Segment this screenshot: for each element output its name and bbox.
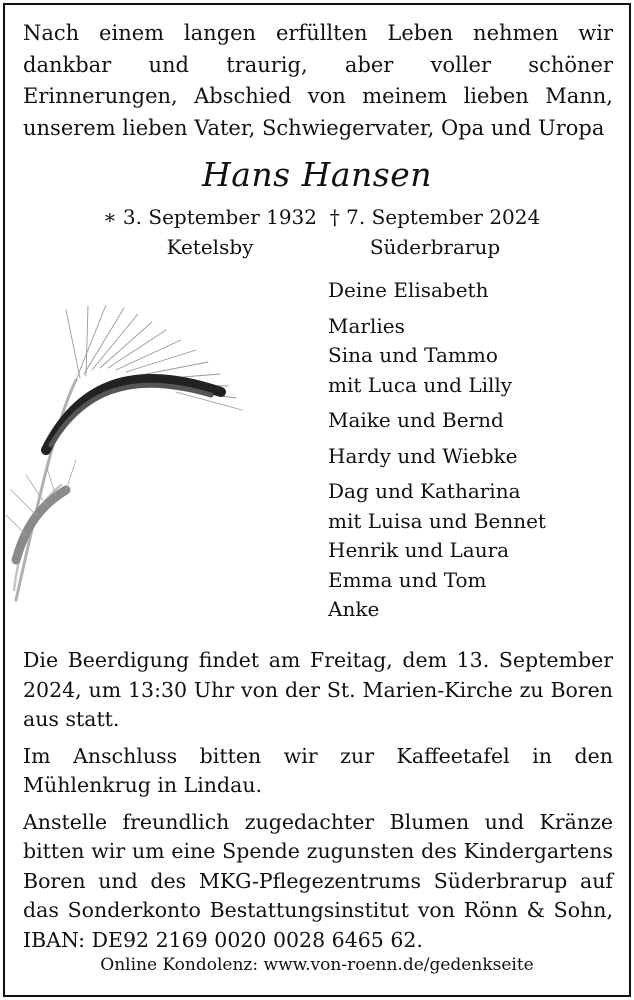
wheat-ear-illustration: [6, 300, 246, 610]
death-place: Süderbrarup: [369, 235, 501, 259]
online-condolence: Online Kondolenz: www.von-roenn.de/gedenkseite: [100, 955, 534, 975]
death-date: † 7. September 2024: [329, 205, 541, 229]
intro-text: Nach einem langen erfüllten Leben nehmen wir dankbar und traurig, aber voller schöner Erinnerungen, Abschied von meinem lieben Mann, unserem lieben Vater, Schwiegervater, Opa und Uropa: [23, 21, 613, 140]
family-member: mit Luisa und Bennet: [328, 508, 546, 533]
service-paragraph: Im Anschluss bitten wir zur Kaffeetafel in den Mühlenkrug in Lindau.: [23, 743, 613, 797]
family-member: mit Luca und Lilly: [328, 372, 513, 397]
service-paragraph: Die Beerdigung findet am Freitag, dem 13. September 2024, um 13:30 Uhr von der St. Marien-Kirche zu Boren aus statt.: [23, 648, 613, 731]
family-group: [328, 442, 546, 472]
family-member: Emma und Tom: [328, 567, 487, 592]
family-group: [328, 312, 546, 401]
family-group: [328, 477, 546, 625]
family-member: Hardy und Wiebke: [328, 443, 518, 468]
family-member: Henrik und Laura: [328, 538, 510, 562]
birth-block: [95, 202, 325, 262]
family-member: Dag und Katharina: [328, 479, 521, 503]
family-member: Sina und Tammo: [328, 343, 498, 367]
death-block: [320, 202, 550, 262]
family-group: [328, 406, 546, 436]
deceased-name: Hans Hansen: [201, 155, 433, 194]
family-member: Anke: [328, 597, 380, 621]
family-member: Deine Elisabeth: [328, 278, 489, 302]
service-details: [23, 646, 613, 962]
family-group: [328, 276, 546, 306]
family-member: Maike und Bernd: [328, 408, 504, 432]
family-list: [328, 276, 546, 631]
family-member: Marlies: [328, 313, 405, 338]
service-paragraph: Anstelle freundlich zugedachter Blumen und Kränze bitten wir um eine Spende zugunsten des Kindergartens Boren und des MKG-Pflegezentrums Süderbrarup auf das Sonderkonto Bestattungsinstitut von Rönn & Sohn, IBAN: DE92 2169 0020 0028 6465 62.: [23, 809, 613, 952]
birth-date: ∗ 3. September 1932: [102, 205, 318, 229]
birth-place: Ketelsby: [166, 235, 254, 259]
